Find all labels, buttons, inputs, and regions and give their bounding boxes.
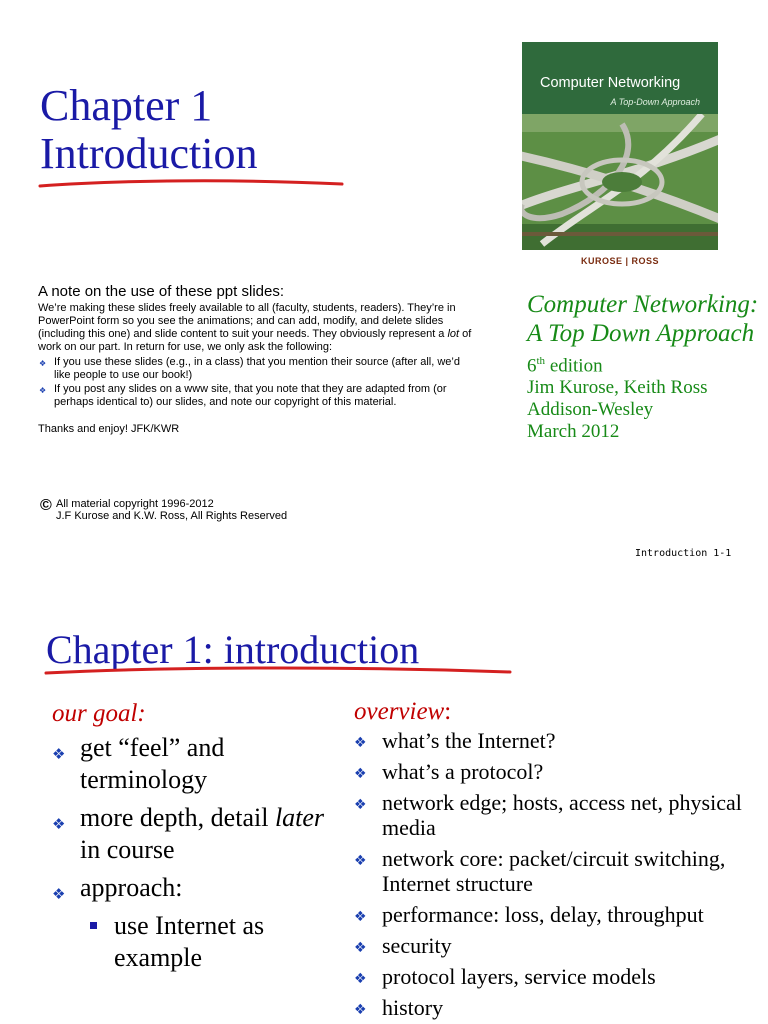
cover-highway-photo (522, 114, 718, 250)
note-bullet-list (38, 356, 478, 409)
diamond-bullet-icon: ❖ (354, 797, 367, 813)
diamond-bullet-icon: ❖ (52, 885, 66, 903)
slide-2 (0, 590, 768, 1024)
goal-list (50, 732, 330, 974)
copyright-line2: J.F Kurose and K.W. Ross, All Rights Reserved (56, 510, 288, 522)
overview-item (352, 933, 768, 958)
note-bullet (38, 383, 478, 409)
slide2-title: Chapter 1: introduction (46, 627, 420, 672)
cover-authors: KUROSE | ROSS (522, 250, 718, 272)
note-paragraph-part2: of work on our part. In return for use, we only ask the following: (38, 328, 472, 353)
overview-column (352, 698, 768, 1024)
note-bullet-text: If you use these slides (e.g., in a class) that you mention their source (after all, we’d like people to use our book!) (54, 356, 460, 381)
goal-item-text: more depth, detail (80, 803, 275, 832)
overview-item (352, 995, 768, 1020)
goal-column (50, 700, 330, 980)
overview-heading-text: overview (354, 698, 445, 725)
overview-item-text: network core: packet/circuit switching, Internet structure (382, 846, 726, 896)
book-edition (527, 350, 767, 377)
overview-item-text: protocol layers, service models (382, 964, 656, 989)
diamond-bullet-icon: ❖ (354, 1002, 367, 1018)
goal-item-emphasis: later (274, 803, 325, 832)
goal-subitem-text: use Internet as example (114, 911, 265, 972)
square-bullet-icon (90, 922, 97, 929)
book-date: March 2012 (527, 421, 620, 443)
overview-item (352, 964, 768, 989)
slide1-title (40, 82, 258, 178)
note-thanks: Thanks and enjoy! JFK/KWR (38, 423, 180, 435)
diamond-bullet-icon: ❖ (354, 735, 367, 751)
note-paragraph-emphasis: lot (447, 328, 460, 340)
overview-item-text: what’s a protocol? (382, 759, 544, 784)
goal-item-text: approach: (80, 873, 183, 902)
slide1-footer: Introduction 1-1 (635, 548, 732, 559)
edition-word: edition (545, 355, 603, 377)
edition-suffix: th (536, 355, 546, 367)
diamond-bullet-icon: ❖ (354, 909, 367, 925)
overview-item-text: what’s the Internet? (382, 728, 556, 753)
goal-item (50, 802, 330, 866)
note-bullet (38, 356, 478, 382)
overview-item (352, 790, 768, 840)
diamond-bullet-icon: ❖ (354, 971, 367, 987)
usage-note (38, 283, 478, 436)
goal-heading: our goal: (52, 700, 146, 727)
goal-item (50, 732, 330, 796)
book-authors: Jim Kurose, Keith Ross (527, 377, 708, 399)
goal-item-text: in course (80, 835, 175, 864)
diamond-bullet-icon: ❖ (52, 815, 66, 833)
goal-item (50, 872, 330, 974)
diamond-bullet-icon: ❖ (354, 766, 367, 782)
overview-list (352, 728, 768, 1020)
diamond-bullet-icon: ❖ (354, 853, 367, 869)
diamond-bullet-icon: ❖ (52, 745, 66, 763)
copyright-line1: All material copyright 1996-2012 (56, 498, 214, 510)
note-bullet-text: If you post any slides on a www site, that you note that they are adapted from (or perhaps identical to) our slides, and note our copyright of this material. (54, 383, 447, 408)
overview-item (352, 728, 768, 753)
overview-item-text: history (382, 995, 444, 1020)
book-cover-image (522, 42, 718, 272)
note-paragraph-part1: We’re making these slides freely available to all (faculty, students, readers). They’re in PowerPoint form so you see the animations; and can add, modify, and delete slides (including this one) and slide content to suit your needs. They obviously represent a (38, 302, 456, 340)
goal-item-text: get “feel” and terminology (80, 733, 225, 794)
cover-title: Computer Networking (540, 75, 681, 91)
slide1-title-underline (38, 176, 348, 192)
edition-number: 6 (527, 355, 537, 377)
overview-item (352, 846, 768, 896)
overview-item-text: performance: loss, delay, throughput (382, 902, 704, 927)
book-title: Computer Networking: A Top Down Approach (527, 291, 759, 347)
note-heading: A note on the use of these ppt slides: (38, 283, 285, 300)
note-paragraph (38, 302, 478, 354)
overview-item (352, 902, 768, 927)
overview-item-text: network edge; hosts, access net, physical media (382, 790, 742, 840)
copyright-icon: © (40, 497, 52, 514)
overview-item (352, 759, 768, 784)
slide1-title-line1: Chapter 1 (40, 81, 213, 130)
book-publisher: Addison-Wesley (527, 399, 654, 421)
slide2-title-underline (44, 664, 514, 680)
diamond-bullet-icon: ❖ (39, 359, 47, 368)
overview-heading (354, 698, 768, 726)
slide1-title-line2: Introduction (40, 129, 258, 178)
diamond-bullet-icon: ❖ (354, 940, 367, 956)
overview-heading-colon: : (444, 698, 452, 725)
goal-subitem (80, 910, 330, 974)
book-info (527, 290, 767, 443)
cover-subtitle: A Top-Down Approach (610, 97, 700, 107)
overview-item-text: security (382, 933, 452, 958)
diamond-bullet-icon: ❖ (39, 386, 47, 395)
